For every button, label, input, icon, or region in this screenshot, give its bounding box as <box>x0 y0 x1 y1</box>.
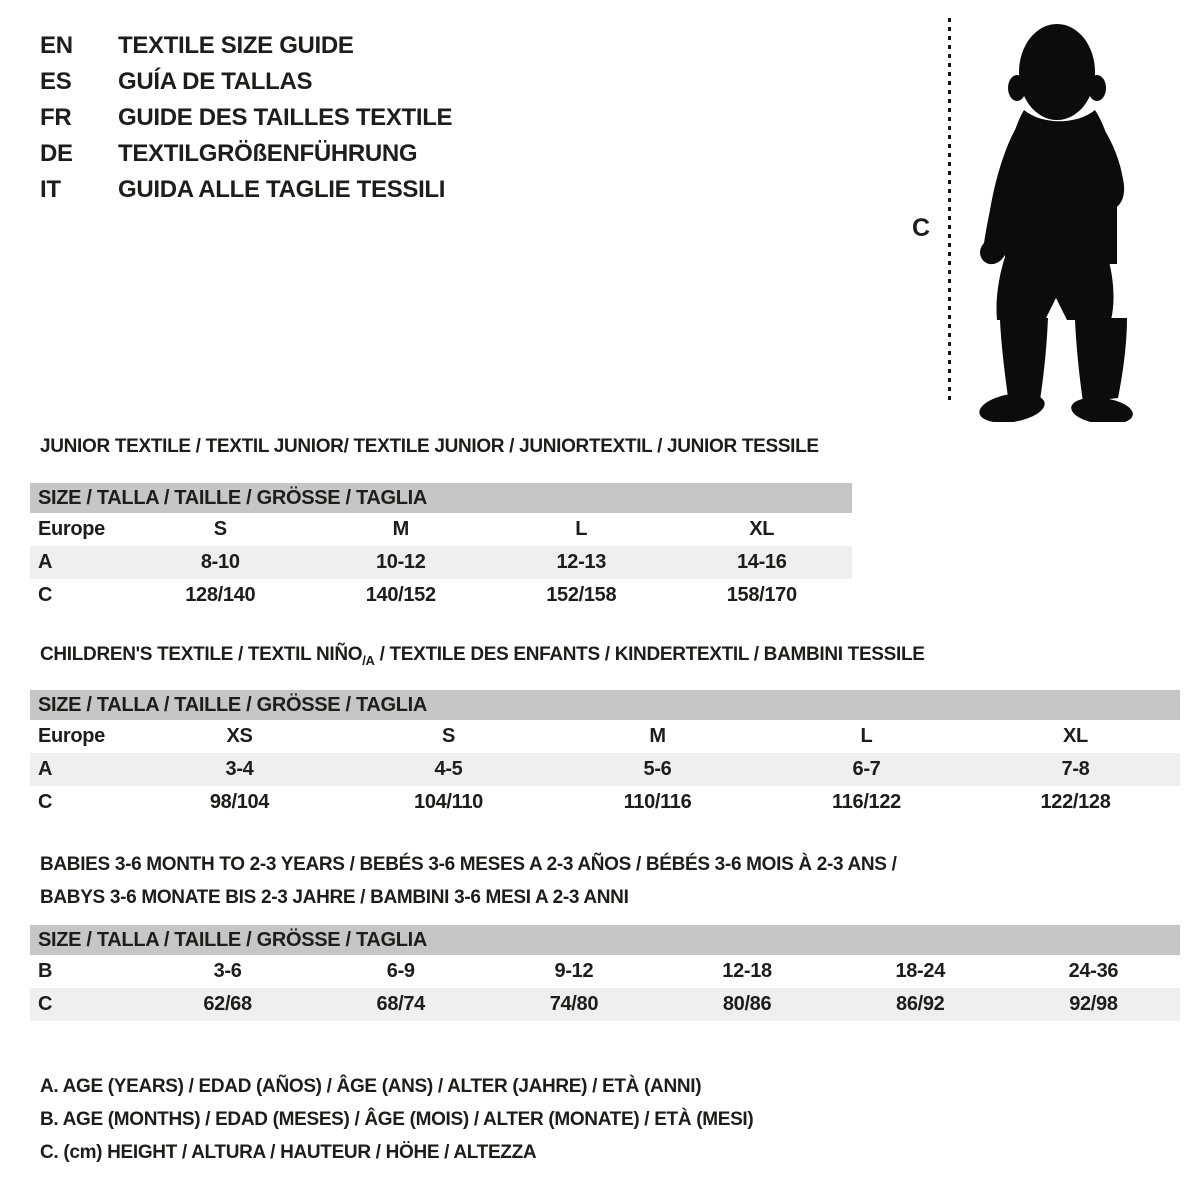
language-code: EN <box>40 32 73 59</box>
height-cell: 128/140 <box>185 584 256 606</box>
children-heading-subscript: /A <box>362 652 375 668</box>
row-label: C <box>38 993 53 1015</box>
height-cell: 74/80 <box>549 993 599 1015</box>
table-row-age <box>30 753 1180 786</box>
size-header-bar: SIZE / TALLA / TAILLE / GRÖSSE / TAGLIA <box>30 483 852 513</box>
language-code: FR <box>40 104 72 131</box>
age-cell: 7-8 <box>1061 758 1090 780</box>
age-cell: 4-5 <box>434 758 463 780</box>
months-cell: 12-18 <box>722 960 772 982</box>
size-cell: M <box>649 725 666 747</box>
junior-size-table <box>30 483 852 612</box>
height-cell: 62/68 <box>203 993 252 1015</box>
row-label: C <box>38 584 53 606</box>
table-row-age <box>30 546 852 579</box>
legend-line-height-cm: C. (cm) HEIGHT / ALTURA / HAUTEUR / HÖHE / ALTEZZA <box>40 1142 537 1163</box>
height-cell: 140/152 <box>365 584 436 606</box>
table-row-europe <box>30 513 852 546</box>
months-cell: 9-12 <box>554 960 594 982</box>
age-cell: 12-13 <box>556 551 607 573</box>
children-heading-text: CHILDREN'S TEXTILE / TEXTIL NIÑO <box>40 644 363 665</box>
height-cell: 110/116 <box>623 791 692 813</box>
height-cell: 158/170 <box>726 584 797 606</box>
language-code: ES <box>40 68 72 95</box>
guide-title: GUIDA ALLE TAGLIE TESSILI <box>118 176 446 203</box>
guide-title: GUÍA DE TALLAS <box>118 68 313 95</box>
row-label: Europe <box>38 518 105 540</box>
row-label: A <box>38 758 53 780</box>
size-cell: L <box>575 518 588 540</box>
row-label: Europe <box>38 725 105 747</box>
guide-title: TEXTILGRÖßENFÜHRUNG <box>118 140 418 167</box>
legend-line-age-years: A. AGE (YEARS) / EDAD (AÑOS) / ÂGE (ANS) / ALTER (JAHRE) / ETÀ (ANNI) <box>40 1076 702 1097</box>
age-cell: 8-10 <box>200 551 240 573</box>
children-size-table <box>30 690 1180 819</box>
language-header <box>40 28 452 208</box>
months-cell: 24-36 <box>1068 960 1119 982</box>
babies-section-heading <box>40 848 897 914</box>
months-cell: 6-9 <box>386 960 415 982</box>
row-label: B <box>38 960 53 982</box>
height-cell: 86/92 <box>896 993 945 1015</box>
age-cell: 10-12 <box>375 551 426 573</box>
language-row <box>40 172 452 208</box>
height-measure-dashed-line <box>948 18 951 400</box>
months-cell: 3-6 <box>213 960 242 982</box>
height-cell: 116/122 <box>832 791 901 813</box>
babies-size-table <box>30 925 1180 1021</box>
size-cell: S <box>441 725 456 747</box>
table-row-height <box>30 579 852 612</box>
height-cell: 92/98 <box>1069 993 1118 1015</box>
toddler-silhouette-icon <box>960 12 1150 422</box>
table-row-height <box>30 786 1180 819</box>
junior-section-heading: JUNIOR TEXTILE / TEXTIL JUNIOR/ TEXTILE JUNIOR / JUNIORTEXTIL / JUNIOR TESSILE <box>40 436 819 457</box>
size-cell: XL <box>749 518 775 540</box>
size-cell: S <box>213 518 227 540</box>
language-row <box>40 100 452 136</box>
language-code: IT <box>40 176 61 203</box>
age-cell: 14-16 <box>736 551 787 573</box>
table-row-months <box>30 955 1180 988</box>
age-cell: 5-6 <box>643 758 672 780</box>
height-cell: 98/104 <box>209 791 270 813</box>
language-row <box>40 136 452 172</box>
size-cell: XL <box>1063 725 1088 747</box>
guide-title: GUIDE DES TAILLES TEXTILE <box>118 104 453 131</box>
babies-heading-line1: BABIES 3-6 MONTH TO 2-3 YEARS / BEBÉS 3-6 MESES A 2-3 AÑOS / BÉBÉS 3-6 MOIS À 2-3 ANS / <box>40 854 897 875</box>
months-cell: 18-24 <box>895 960 946 982</box>
table-row-europe <box>30 720 1180 753</box>
size-header-bar: SIZE / TALLA / TAILLE / GRÖSSE / TAGLIA <box>30 690 1180 720</box>
guide-title: TEXTILE SIZE GUIDE <box>118 32 354 59</box>
height-cell: 68/74 <box>376 993 425 1015</box>
language-row <box>40 28 452 64</box>
language-row <box>40 64 452 100</box>
height-measure-label: C <box>912 214 930 242</box>
size-cell: L <box>860 725 873 747</box>
legend <box>40 1070 753 1169</box>
row-label: A <box>38 551 53 573</box>
table-row-height <box>30 988 1180 1021</box>
babies-heading-line2: BABYS 3-6 MONATE BIS 2-3 JAHRE / BAMBINI 3-6 MESI A 2-3 ANNI <box>40 887 629 908</box>
age-cell: 6-7 <box>852 758 881 780</box>
height-cell: 104/110 <box>414 791 483 813</box>
children-heading-text: / TEXTILE DES ENFANTS / KINDERTEXTIL / BAMBINI TESSILE <box>374 644 925 665</box>
height-cell: 152/158 <box>546 584 617 606</box>
size-header-bar: SIZE / TALLA / TAILLE / GRÖSSE / TAGLIA <box>30 925 1180 955</box>
row-label: C <box>38 791 53 813</box>
height-cell: 122/128 <box>1040 791 1111 813</box>
language-code: DE <box>40 140 73 167</box>
size-cell: M <box>392 518 409 540</box>
children-section-heading <box>40 644 925 668</box>
height-cell: 80/86 <box>722 993 772 1015</box>
age-cell: 3-4 <box>225 758 254 780</box>
size-cell: XS <box>226 725 253 747</box>
legend-line-age-months: B. AGE (MONTHS) / EDAD (MESES) / ÂGE (MOIS) / ALTER (MONATE) / ETÀ (MESI) <box>40 1109 754 1130</box>
